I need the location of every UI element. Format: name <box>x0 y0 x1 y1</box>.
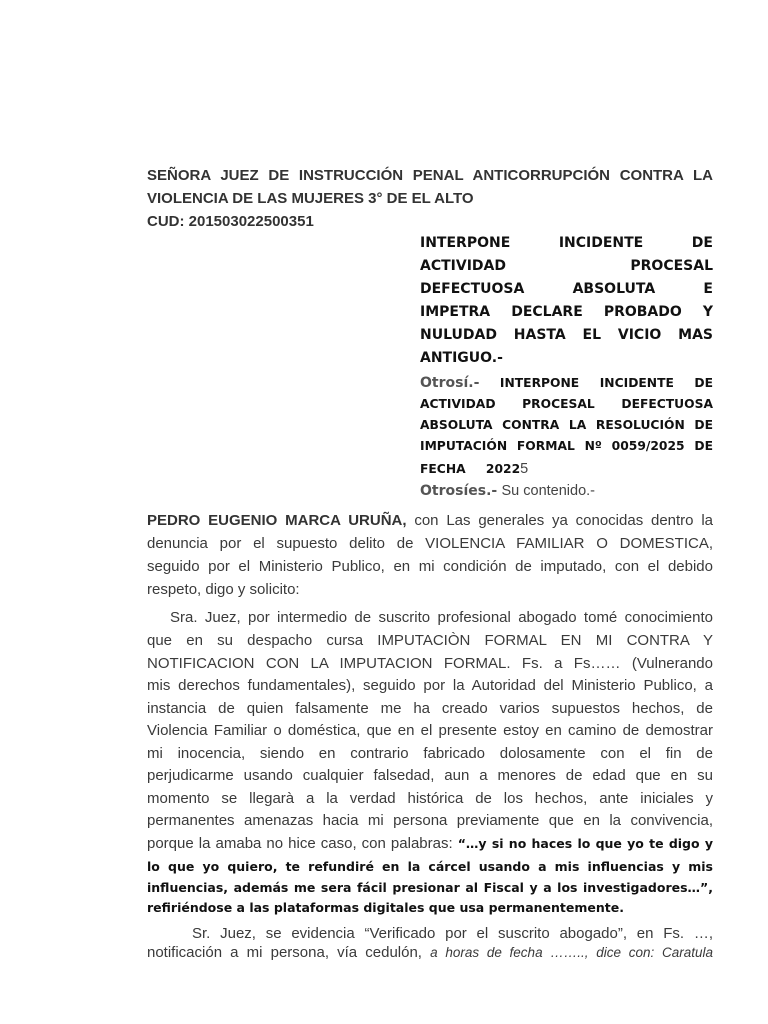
otrosi-line: ABSOLUTA CONTRA LA RESOLUCIÓN DE <box>420 418 713 432</box>
summary-line: ANTIGUO.- <box>420 350 503 366</box>
quote-line: influencias, además me sera fácil presionar al Fiscal y a los investigadores…”, <box>147 880 713 895</box>
paragraph-line: que en su despacho cursa IMPUTACIÒN FORMAL EN MI CONTRA Y <box>147 632 713 649</box>
paragraph-line: Violencia Familiar o doméstica, que en el presente estoy en camino de demostrar <box>147 722 713 739</box>
paragraph-line: Sra. Juez, por intermedio de suscrito profesional abogado tomé conocimiento <box>170 609 713 626</box>
quote-line: refiriéndose a las plataformas digitales que usa permanentemente. <box>147 900 624 915</box>
case-cud: CUD: 201503022500351 <box>147 213 314 230</box>
paragraph-line: mi inocencia, siendo en contrario fabricado dolosamente con el fin de <box>147 745 713 762</box>
fecha-tail: 5 <box>520 461 529 477</box>
paragraph-line: mis derechos fundamentales), seguido por la Autoridad del Ministerio Publico, a <box>147 677 713 694</box>
fecha-text: FECHA 2022 <box>420 462 521 476</box>
paragraph-line: perjudicarme usando cualquier falsedad, aun a menores de edad que en su <box>147 767 713 784</box>
intro-line: seguido por el Ministerio Publico, en mi condición de imputado, con el debido <box>147 558 713 575</box>
fecha-line <box>420 461 713 477</box>
otrosi-text: INTERPONE INCIDENTE DE <box>499 376 714 390</box>
quote-start: “…y si no haces lo que yo te digo y <box>457 836 713 851</box>
otrosi-line: ACTIVIDAD PROCESAL DEFECTUOSA <box>420 397 713 411</box>
paragraph-text: notificación a mi persona, vía cedulón, <box>147 944 422 961</box>
petitioner-name: PEDRO EUGENIO MARCA URUÑA, <box>147 512 407 529</box>
otrosi-line <box>420 375 713 391</box>
summary-line: ACTIVIDAD PROCESAL <box>420 258 713 274</box>
intro-line <box>147 512 713 529</box>
otrosies-text: Su contenido.- <box>501 483 596 499</box>
paragraph-line <box>147 835 713 852</box>
summary-line: NULUDAD HASTA EL VICIO MAS <box>420 327 713 343</box>
paragraph-italic-text: a horas de fecha …….., dice con: Caratula <box>430 945 713 960</box>
paragraph-line: instancia de quien falsamente me ha creado varios supuestos hechos, de <box>147 700 713 717</box>
otrosies-line <box>420 483 713 499</box>
intro-line: respeto, digo y solicito: <box>147 581 300 598</box>
court-addressee-line-1: SEÑORA JUEZ DE INSTRUCCIÓN PENAL ANTICORRUPCIÓN CONTRA LA <box>147 167 713 184</box>
otrosi-line: IMPUTACIÓN FORMAL Nº 0059/2025 DE <box>420 439 713 453</box>
court-addressee-line-2: VIOLENCIA DE LAS MUJERES 3° DE EL ALTO <box>147 190 474 207</box>
otrosi-label: Otrosí.- <box>420 375 480 391</box>
paragraph-line: NOTIFICACION CON LA IMPUTACION FORMAL. Fs. a Fs…… (Vulnerando <box>147 655 713 672</box>
summary-line: DEFECTUOSA ABSOLUTA E <box>420 281 713 297</box>
summary-line: IMPETRA DECLARE PROBADO Y <box>420 304 713 320</box>
paragraph-text: porque la amaba no hice caso, con palabras: <box>147 835 453 852</box>
paragraph-line <box>147 944 713 961</box>
intro-text: con Las generales ya conocidas dentro la <box>414 512 713 529</box>
paragraph-line: momento se llegarà a la verdad histórica de los hechos, ante iniciales y <box>147 790 713 807</box>
quote-line: lo que yo quiero, te refundiré en la cárcel usando a mis influencias y mis <box>147 859 713 874</box>
summary-line: INTERPONE INCIDENTE DE <box>420 235 713 251</box>
paragraph-line: Sr. Juez, se evidencia “Verificado por el suscrito abogado”, en Fs. …, <box>192 925 713 942</box>
paragraph-line: permanentes amenazas hacia mi persona previamente que en la convivencia, <box>147 812 713 829</box>
otrosies-label: Otrosíes.- <box>420 483 498 499</box>
intro-line: denuncia por el supuesto delito de VIOLENCIA FAMILIAR O DOMESTICA, <box>147 535 713 552</box>
